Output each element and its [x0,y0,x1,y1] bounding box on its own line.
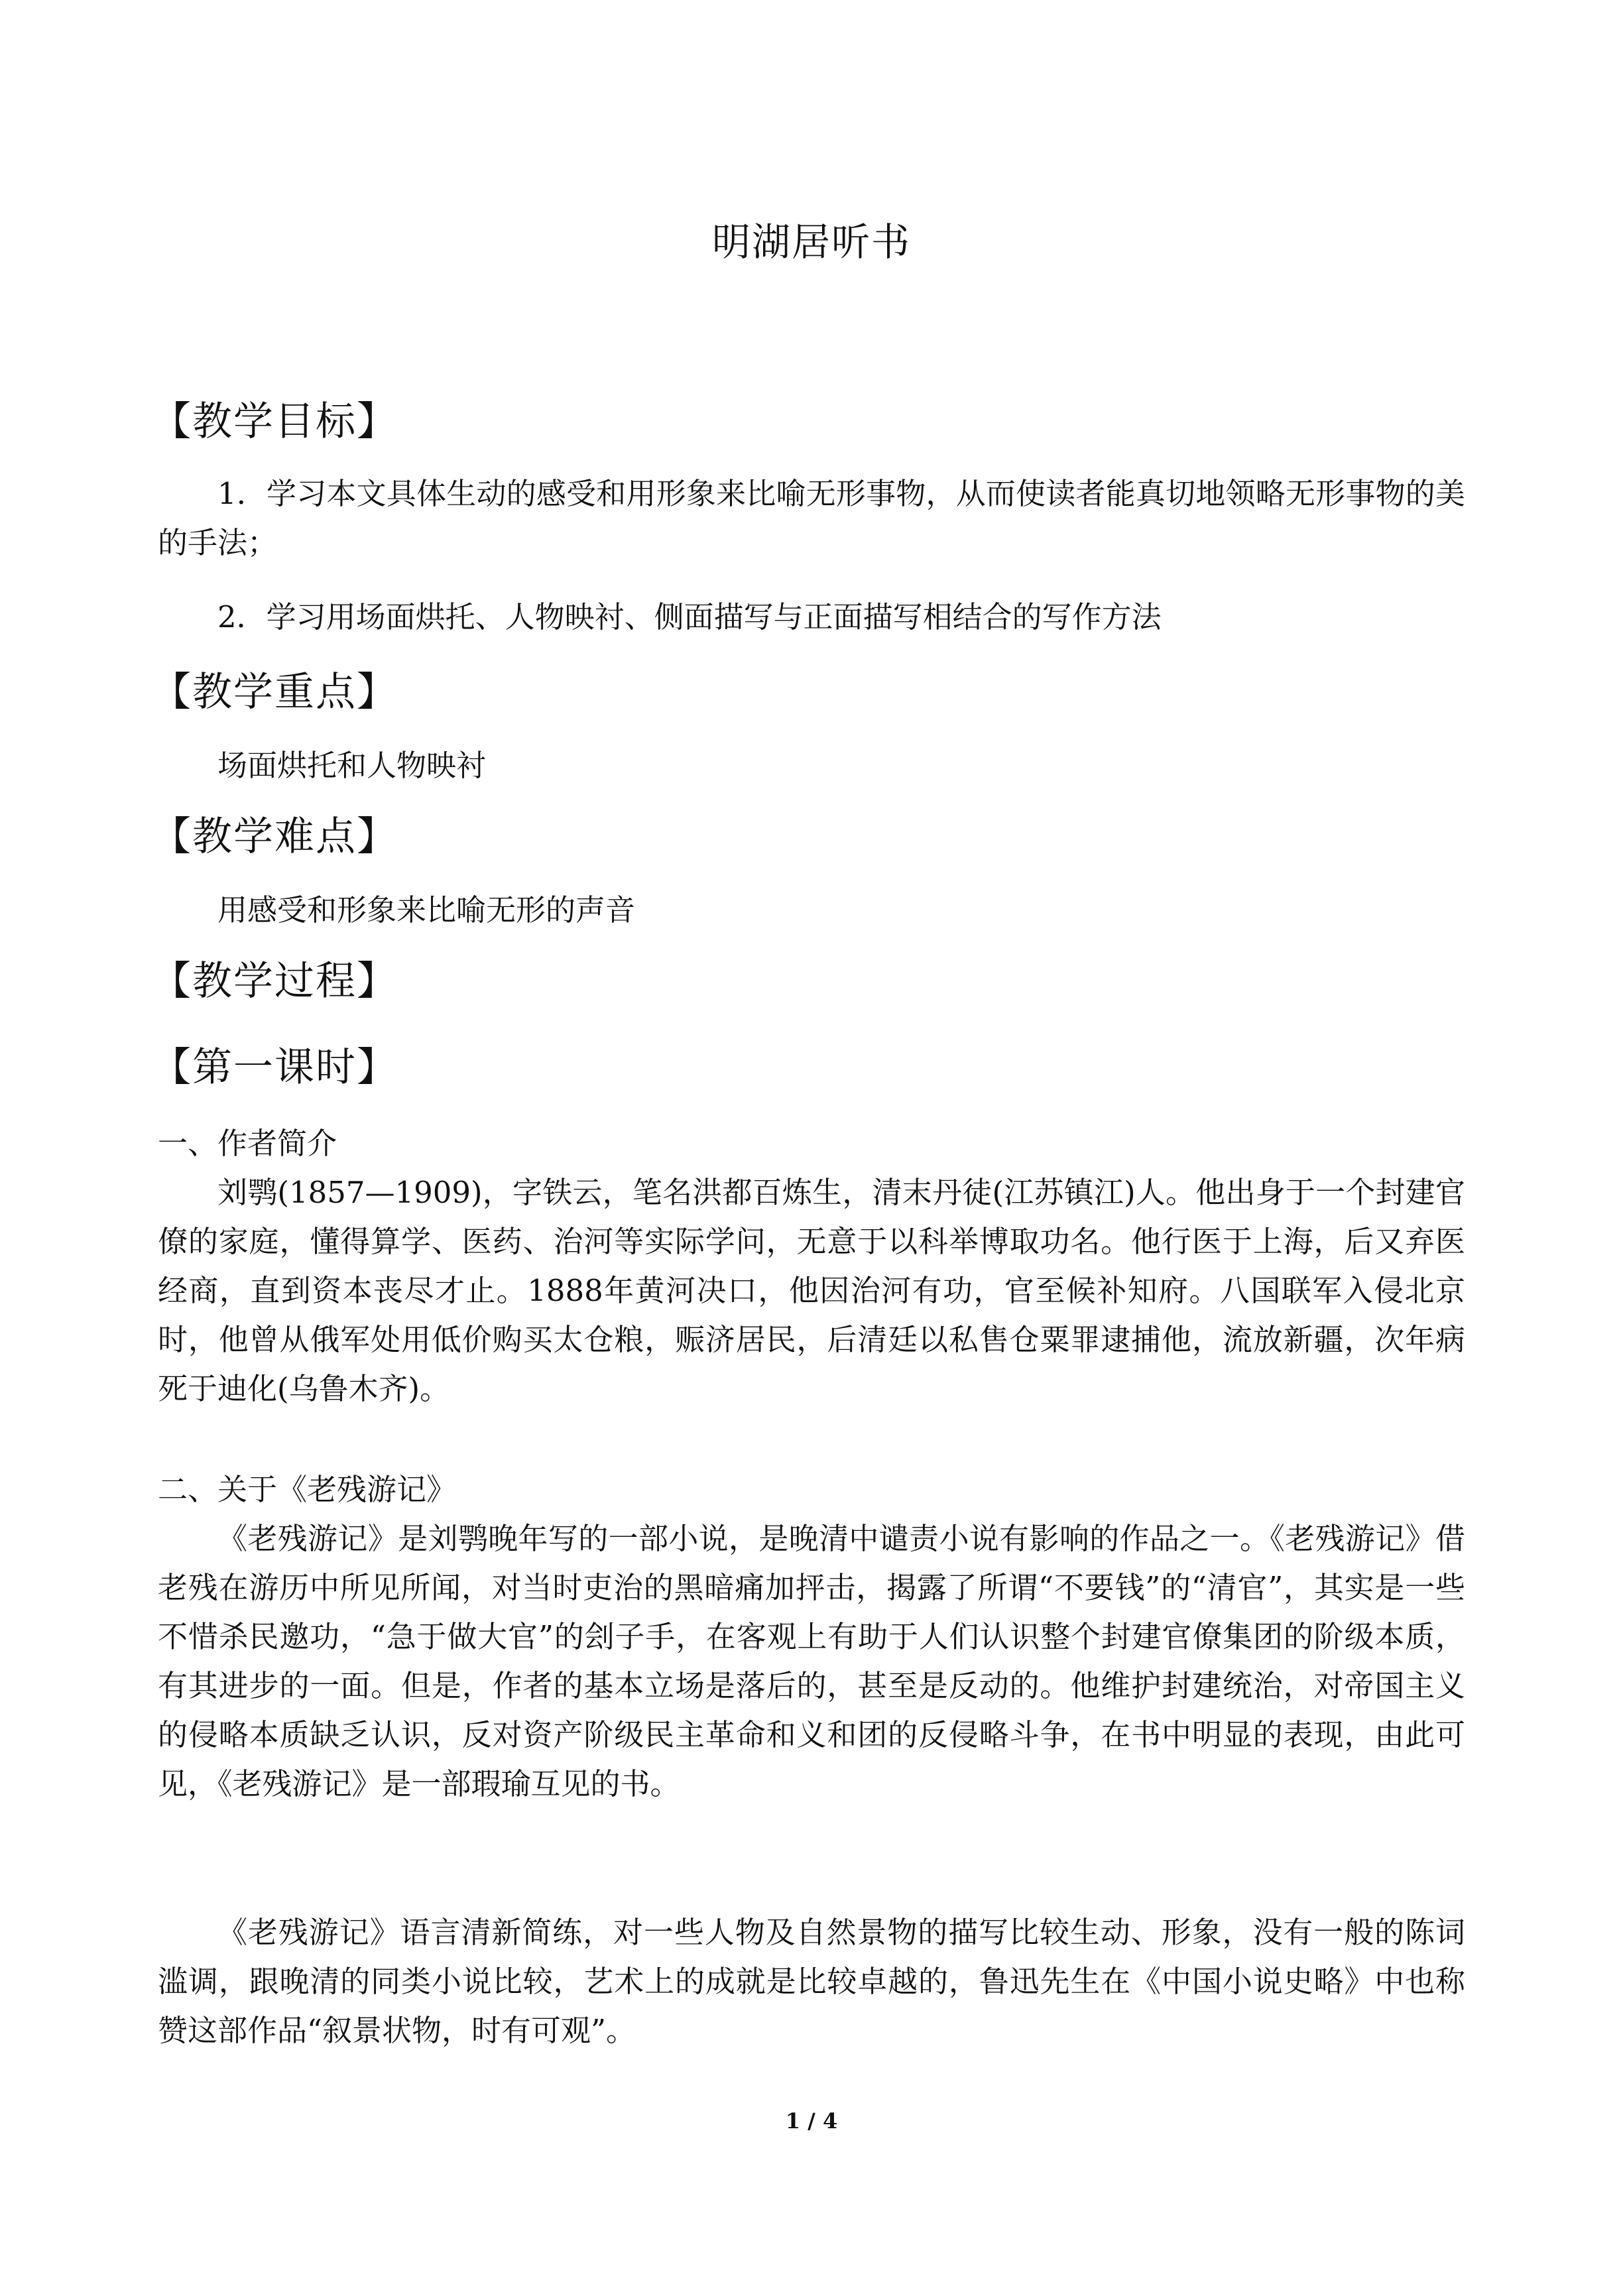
part2-paragraph-1: 《老残游记》是刘鹗晚年写的一部小说，是晚清中谴责小说有影响的作品之一。《老残游记》借老残在游历中所见所闻，对当时吏治的黑暗痛加抨击，揭露了所谓“不要钱”的“清官”，其实是一些不惜杀民邀功，“急于做大官”的刽子手，在客观上有助于人们认识整个封建官僚集团的阶级本质，有其进步的一面。但是，作者的基本立场是落后的，甚至是反动的。他维护封建统治，对帝国主义的侵略本质缺乏认识，反对资产阶级民主革命和义和团的反侵略斗争，在书中明显的表现，由此可见，《老残游记》是一部瑕瑜互见的书。 [158,1521,1465,1801]
page-title: 明湖居听书 [711,219,911,265]
lesson-heading: 【第一课时】 [151,1044,398,1091]
part1-heading: 一、作者简介 [158,1126,337,1161]
difficulty-text: 用感受和形象来比喻无形的声音 [217,892,636,928]
key-points-text: 场面烘托和人物映衬 [217,748,487,783]
difficulty-heading: 【教学难点】 [151,814,398,860]
part2-paragraph-2: 《老残游记》语言清新简练，对一些人物及自然景物的描写比较生动、形象，没有一般的陈词滥调，跟晚清的同类小说比较，艺术上的成就是比较卓越的，鲁迅先生在《中国小说史略》中也称赞这部作品“叙景状物，时有可观”。 [158,1915,1465,2048]
objectives-heading: 【教学目标】 [151,398,398,445]
objective-2: 2．学习用场面烘托、人物映衬、侧面描写与正面描写相结合的写作方法 [217,599,1162,634]
key-points-heading: 【教学重点】 [151,669,398,715]
objective-1: 1．学习本文具体生动的感受和用形象来比喻无形事物，从而使读者能真切地领略无形事物的美的手法； [158,476,1465,560]
page-number: 1 / 4 [785,2108,838,2134]
part2-heading: 二、关于《老残游记》 [158,1472,457,1507]
part1-text: 刘鹗(1857—1909)，字铁云，笔名洪都百炼生，清末丹徒(江苏镇江)人。他出身于一个封建官僚的家庭，懂得算学、医药、治河等实际学问，无意于以科举博取功名。他行医于上海，后又弃医经商，直到资本丧尽才止。1888年黄河决口，他因治河有功，官至候补知府。八国联军入侵北京时，他曾从俄军处用低价购买太仓粮，赈济居民，后清廷以私售仓粟罪逮捕他，流放新疆，次年病死于迪化(乌鲁木齐)。 [158,1175,1465,1406]
process-heading: 【教学过程】 [151,958,398,1004]
